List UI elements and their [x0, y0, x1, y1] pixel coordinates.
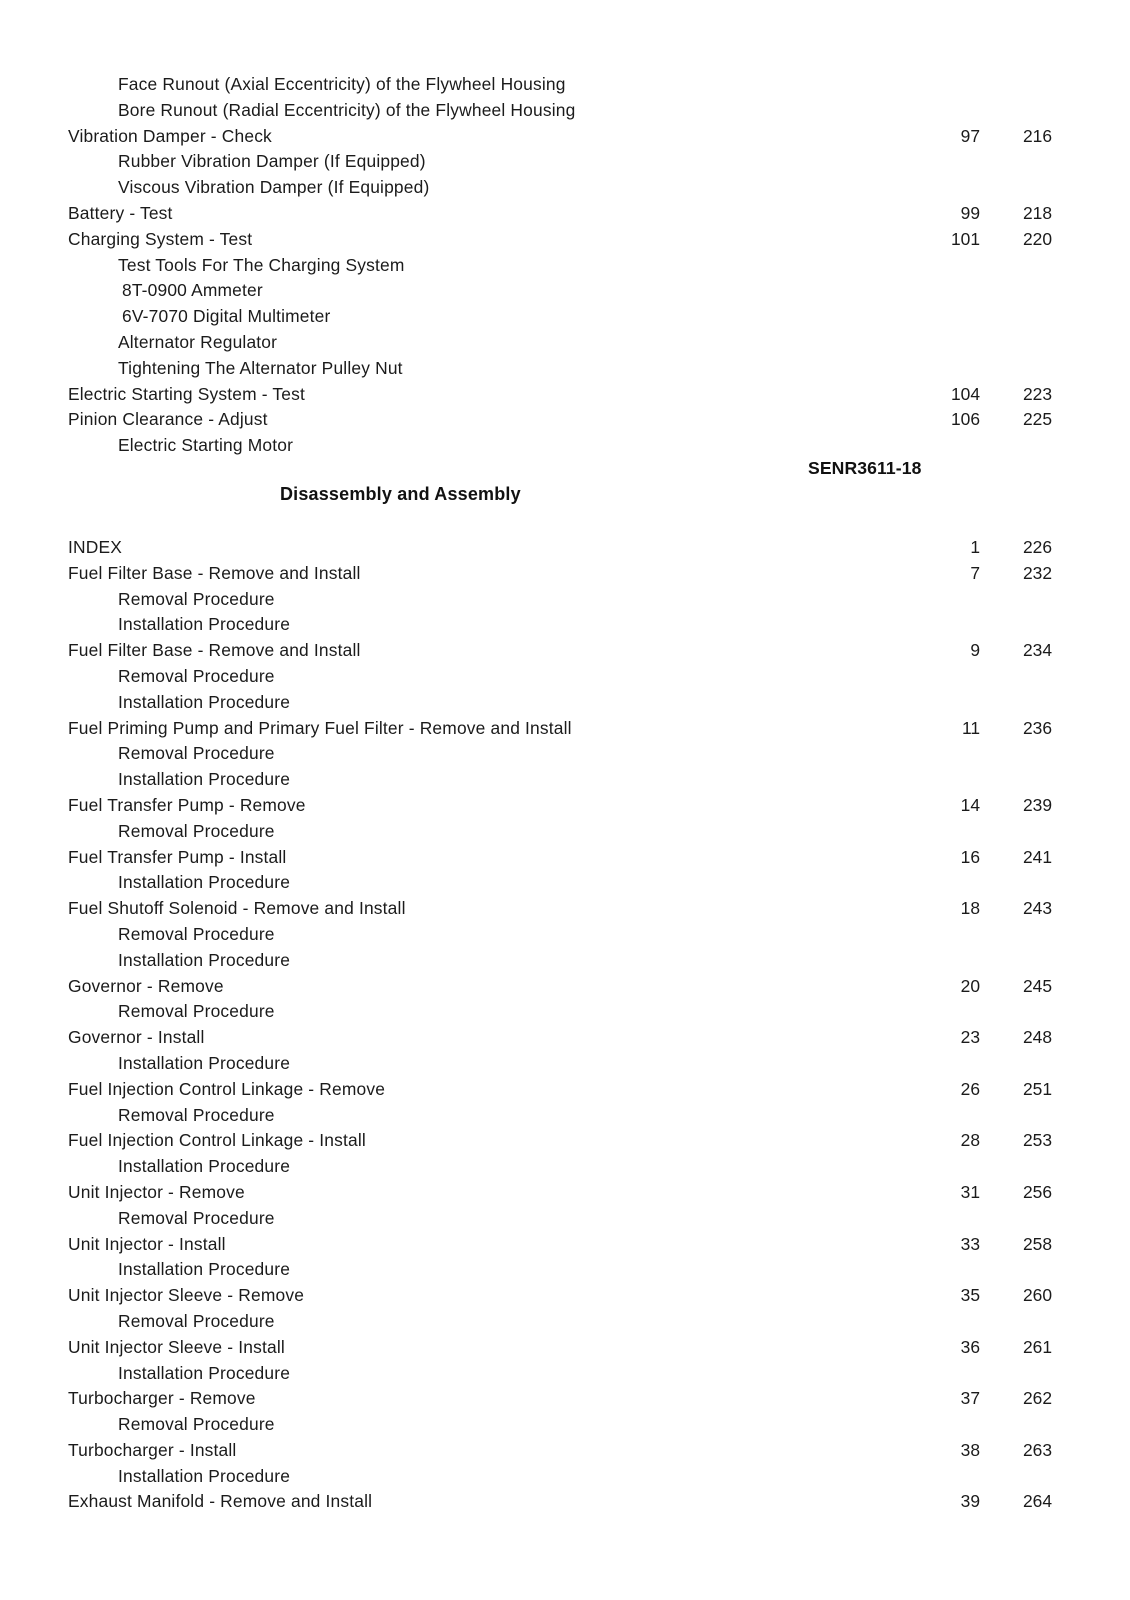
- toc-entry-page-number-primary: 28: [960, 1130, 980, 1151]
- toc-entry-page-number-primary: 39: [960, 1491, 980, 1512]
- toc-entry-label: Viscous Vibration Damper (If Equipped): [118, 177, 430, 198]
- toc-entry-page-number-secondary: 251: [1022, 1078, 1052, 1099]
- toc-entry-label: Removal Procedure: [118, 1414, 275, 1435]
- toc-entry[interactable]: [0, 1361, 1130, 1387]
- toc-entry[interactable]: [0, 330, 1130, 356]
- toc-entry[interactable]: [0, 1438, 1130, 1464]
- toc-entry-page-number-secondary: 256: [1022, 1181, 1052, 1202]
- toc-entry-page-number-primary: 1: [970, 537, 980, 557]
- toc-entry-page-number-secondary: 264: [1022, 1491, 1052, 1512]
- toc-entry-page-number-secondary: 260: [1022, 1285, 1052, 1306]
- toc-entry-label: Installation Procedure: [118, 1156, 291, 1177]
- toc-entry-label: Test Tools For The Charging System: [118, 254, 405, 275]
- toc-entry[interactable]: [0, 716, 1130, 742]
- toc-entry[interactable]: [0, 690, 1130, 716]
- toc-entry-label: Electric Starting System - Test: [68, 383, 306, 404]
- toc-entry[interactable]: [0, 1283, 1130, 1309]
- document-code: SENR3611-18: [808, 458, 922, 478]
- toc-entry[interactable]: [0, 845, 1130, 871]
- toc-entry-page-number-secondary: 223: [1022, 383, 1052, 404]
- toc-entry-label: Installation Procedure: [118, 769, 291, 790]
- toc-entry[interactable]: [0, 741, 1130, 767]
- toc-entry-label: Installation Procedure: [118, 872, 291, 893]
- toc-entry[interactable]: [0, 1154, 1130, 1180]
- toc-entry[interactable]: [0, 974, 1130, 1000]
- toc-entry-page-number-primary: 11: [961, 717, 980, 738]
- toc-entry[interactable]: [0, 382, 1130, 408]
- toc-entry-page-number-secondary: 258: [1022, 1233, 1052, 1254]
- toc-entry[interactable]: [0, 1077, 1130, 1103]
- toc-entry-label: Battery - Test: [68, 202, 173, 223]
- toc-entry-page-number-secondary: 225: [1022, 409, 1052, 430]
- toc-entry[interactable]: [0, 227, 1130, 253]
- toc-entry[interactable]: [0, 1206, 1130, 1232]
- toc-entry-page-number-primary: 9: [970, 640, 980, 661]
- toc-entry[interactable]: [0, 819, 1130, 845]
- toc-entry-label: Turbocharger - Install: [68, 1439, 237, 1460]
- toc-entry-page-number-primary: 20: [960, 975, 980, 996]
- toc-entry-label: 6V-7070 Digital Multimeter: [122, 306, 331, 327]
- toc-entry[interactable]: [0, 98, 1130, 124]
- toc-entry[interactable]: [0, 278, 1130, 304]
- toc-entry-page-number-secondary: 239: [1022, 794, 1052, 815]
- toc-entry-page-number-primary: 38: [960, 1439, 980, 1460]
- toc-entry-label: Rubber Vibration Damper (If Equipped): [118, 151, 426, 172]
- toc-entry[interactable]: [0, 72, 1130, 98]
- toc-entry-label: Removal Procedure: [118, 923, 275, 944]
- toc-entry-page-number-primary: 26: [960, 1078, 980, 1099]
- toc-entry-page-number-primary: 31: [960, 1181, 980, 1202]
- toc-entry-page-number-secondary: 220: [1022, 228, 1052, 249]
- toc-entry-page-number-secondary: 216: [1022, 125, 1052, 146]
- toc-entry[interactable]: [0, 201, 1130, 227]
- toc-entry[interactable]: [0, 1051, 1130, 1077]
- toc-entry-label: Alternator Regulator: [118, 331, 278, 352]
- toc-entry-label: Installation Procedure: [118, 691, 291, 712]
- toc-section-continued: [0, 72, 1130, 459]
- toc-entry[interactable]: [0, 664, 1130, 690]
- toc-entry[interactable]: [0, 149, 1130, 175]
- toc-entry-label: Removal Procedure: [118, 588, 275, 609]
- toc-entry-page-number-secondary: 262: [1022, 1388, 1052, 1409]
- toc-entry-page-number-primary: 99: [960, 202, 980, 223]
- toc-entry-label: Installation Procedure: [118, 1362, 291, 1383]
- toc-entry-label: Fuel Filter Base - Remove and Install: [68, 640, 361, 661]
- toc-entry[interactable]: [0, 535, 1130, 561]
- toc-entry[interactable]: [0, 433, 1130, 459]
- toc-entry-page-number-primary: 106: [950, 409, 980, 430]
- toc-entry-label: Fuel Injection Control Linkage - Install: [68, 1130, 366, 1151]
- toc-entry-page-number-secondary: 226: [1022, 537, 1052, 557]
- toc-entry-label: Installation Procedure: [118, 1052, 291, 1073]
- toc-entry-label: Charging System - Test: [68, 228, 253, 249]
- toc-entry[interactable]: [0, 767, 1130, 793]
- toc-entry-label: Fuel Transfer Pump - Remove: [68, 794, 306, 815]
- toc-entry[interactable]: [0, 1335, 1130, 1361]
- toc-entry-label: Removal Procedure: [118, 1104, 275, 1125]
- toc-entry-label: Removal Procedure: [118, 1310, 275, 1331]
- toc-entry[interactable]: [0, 1025, 1130, 1051]
- toc-entry-page-number-secondary: 234: [1022, 640, 1052, 661]
- toc-entry-label: Face Runout (Axial Eccentricity) of the Flywheel Housing: [118, 74, 566, 94]
- toc-entry-page-number-primary: 35: [960, 1285, 980, 1306]
- toc-entry-label: Installation Procedure: [118, 949, 291, 970]
- toc-entry-label: Removal Procedure: [118, 820, 275, 841]
- toc-entry-page-number-secondary: 263: [1022, 1439, 1052, 1460]
- toc-entry-page-number-primary: 97: [960, 125, 980, 146]
- toc-entry-label: Unit Injector - Install: [68, 1233, 226, 1254]
- toc-entry[interactable]: [0, 175, 1130, 201]
- toc-entry[interactable]: [0, 1309, 1130, 1335]
- toc-entry[interactable]: [0, 356, 1130, 382]
- toc-entry[interactable]: [0, 1180, 1130, 1206]
- toc-entry-page-number-secondary: 261: [1022, 1336, 1052, 1357]
- toc-entry-label: Installation Procedure: [118, 614, 291, 635]
- toc-entry[interactable]: [0, 1103, 1130, 1129]
- toc-entry-page-number-primary: 101: [950, 228, 980, 249]
- toc-entry-page-number-primary: 33: [960, 1233, 980, 1254]
- toc-entry-label: Fuel Filter Base - Remove and Install: [68, 562, 361, 583]
- toc-entry-label: Governor - Remove: [68, 975, 224, 996]
- toc-entry-page-number-secondary: 236: [1022, 717, 1052, 738]
- toc-entry[interactable]: [0, 1489, 1130, 1515]
- toc-entry-label: Vibration Damper - Check: [68, 125, 272, 146]
- toc-entry-page-number-secondary: 218: [1022, 202, 1052, 223]
- toc-entry-page-number-secondary: 243: [1022, 898, 1052, 919]
- toc-entry[interactable]: [0, 638, 1130, 664]
- toc-entry-label: INDEX: [68, 537, 123, 557]
- toc-entry[interactable]: [0, 561, 1130, 587]
- toc-entry-page-number-primary: 18: [960, 898, 980, 919]
- toc-entry-page-number-primary: 37: [960, 1388, 980, 1409]
- toc-entry-page-number-secondary: 248: [1022, 1027, 1052, 1048]
- toc-entry-label: Removal Procedure: [118, 665, 275, 686]
- toc-entry[interactable]: [0, 948, 1130, 974]
- toc-entry[interactable]: [0, 1386, 1130, 1412]
- toc-entry[interactable]: [0, 304, 1130, 330]
- toc-entry[interactable]: [0, 870, 1130, 896]
- toc-entry-label: Unit Injector - Remove: [68, 1181, 245, 1202]
- toc-entry[interactable]: [0, 124, 1130, 150]
- toc-entry-label: Removal Procedure: [118, 743, 275, 764]
- toc-entry[interactable]: [0, 793, 1130, 819]
- toc-entry-page-number-primary: 14: [960, 794, 980, 815]
- toc-section-disassembly-and-assembly: [0, 535, 1130, 1515]
- toc-entry-label: Fuel Shutoff Solenoid - Remove and Install: [68, 898, 406, 919]
- toc-entry[interactable]: [0, 587, 1130, 613]
- toc-entry-page-number-secondary: 253: [1022, 1130, 1052, 1151]
- toc-entry-page-number-primary: 16: [960, 846, 980, 867]
- toc-entry[interactable]: [0, 1257, 1130, 1283]
- toc-entry-label: Tightening The Alternator Pulley Nut: [118, 357, 403, 378]
- toc-entry[interactable]: [0, 1464, 1130, 1490]
- section-title: Disassembly and Assembly: [280, 484, 521, 504]
- toc-entry-label: 8T-0900 Ammeter: [122, 280, 263, 301]
- toc-entry-label: Fuel Injection Control Linkage - Remove: [68, 1078, 386, 1099]
- toc-entry-label: Electric Starting Motor: [118, 435, 294, 456]
- toc-entry-label: Turbocharger - Remove: [68, 1388, 256, 1409]
- toc-entry-page-number-secondary: 232: [1022, 562, 1052, 583]
- toc-entry[interactable]: [0, 1232, 1130, 1258]
- toc-entry-page-number-primary: 7: [970, 562, 980, 583]
- toc-entry-label: Pinion Clearance - Adjust: [68, 409, 268, 430]
- toc-entry[interactable]: [0, 407, 1130, 433]
- toc-entry-page-number-primary: 23: [960, 1027, 980, 1048]
- toc-entry[interactable]: [0, 999, 1130, 1025]
- toc-entry-page-number-primary: 104: [950, 383, 980, 404]
- toc-entry-label: Fuel Priming Pump and Primary Fuel Filter - Remove and Install: [68, 717, 572, 738]
- toc-entry-page-number-secondary: 241: [1022, 846, 1052, 867]
- toc-entry[interactable]: [0, 1412, 1130, 1438]
- toc-entry[interactable]: [0, 896, 1130, 922]
- toc-entry-label: Bore Runout (Radial Eccentricity) of the Flywheel Housing: [118, 99, 576, 120]
- toc-entry-label: Exhaust Manifold - Remove and Install: [68, 1491, 373, 1512]
- toc-entry-label: Removal Procedure: [118, 1207, 275, 1228]
- toc-entry-label: Removal Procedure: [118, 1001, 275, 1022]
- toc-entry-page-number-secondary: 245: [1022, 975, 1052, 996]
- toc-entry-label: Unit Injector Sleeve - Remove: [68, 1285, 305, 1306]
- toc-entry[interactable]: [0, 922, 1130, 948]
- toc-entry-label: Fuel Transfer Pump - Install: [68, 846, 287, 867]
- toc-entry-label: Installation Procedure: [118, 1465, 291, 1486]
- toc-entry-label: Governor - Install: [68, 1027, 205, 1048]
- toc-entry[interactable]: [0, 612, 1130, 638]
- toc-entry-page-number-primary: 36: [960, 1336, 980, 1357]
- toc-entry[interactable]: [0, 1128, 1130, 1154]
- toc-entry-label: Unit Injector Sleeve - Install: [68, 1336, 285, 1357]
- toc-entry-label: Installation Procedure: [118, 1259, 291, 1280]
- toc-entry[interactable]: [0, 253, 1130, 279]
